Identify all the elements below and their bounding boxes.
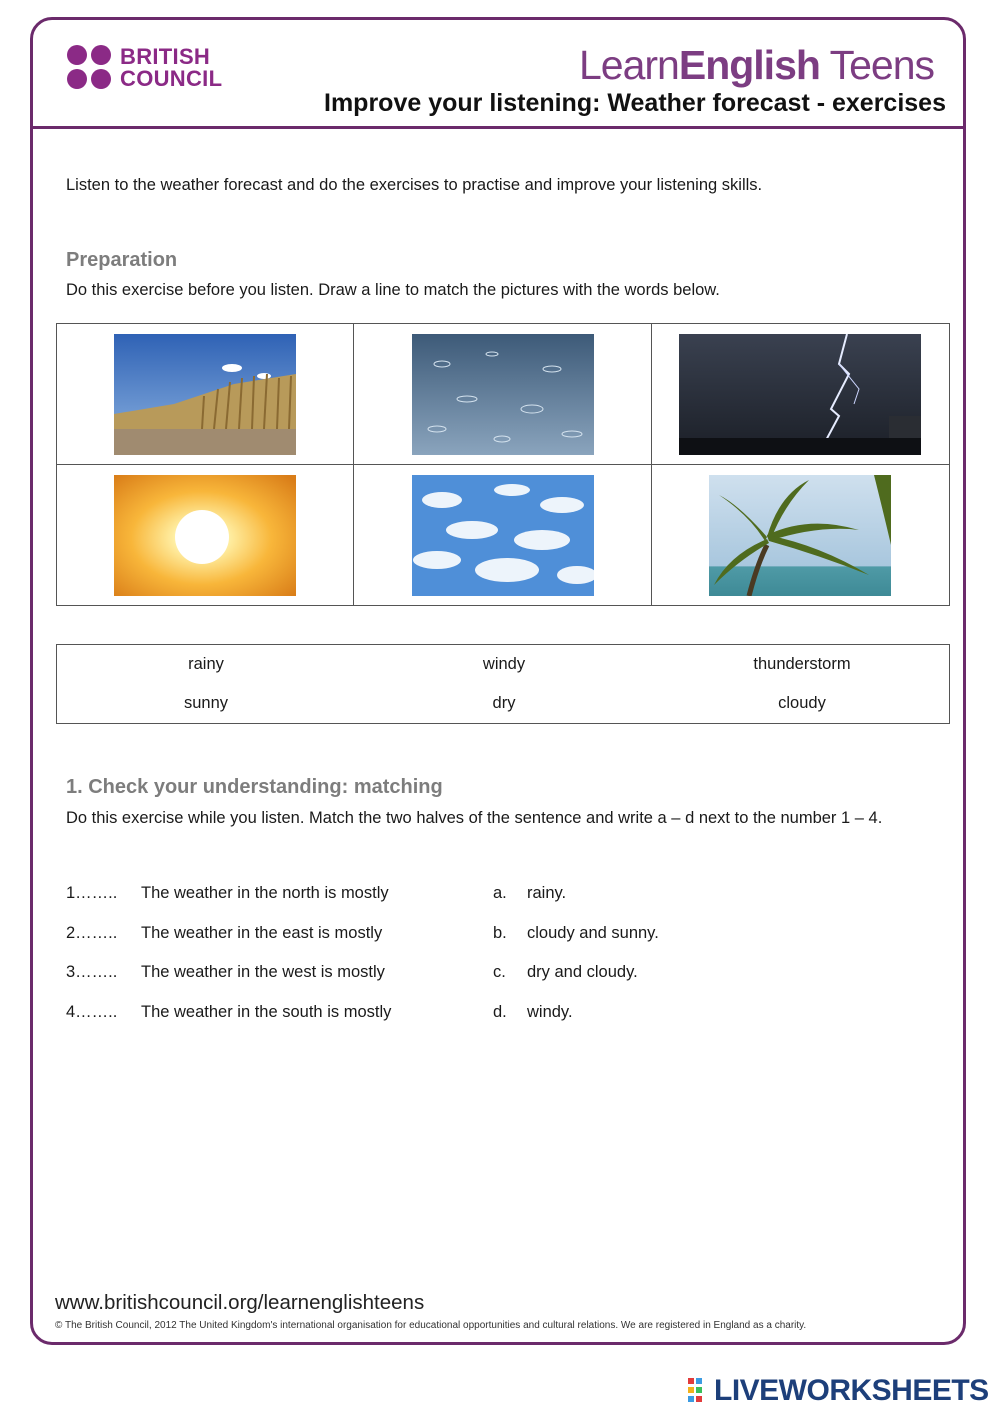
option-text: rainy. [527, 884, 567, 902]
sentence-start: The weather in the south is mostly [141, 1003, 392, 1021]
answer-blank[interactable]: 2…….. [66, 924, 118, 942]
windy-palm-picture [709, 475, 891, 596]
word-cloudy[interactable]: cloudy [778, 694, 826, 712]
word-thunderstorm[interactable]: thunderstorm [753, 655, 851, 673]
word-windy[interactable]: windy [482, 655, 526, 673]
option-text: windy. [527, 1003, 573, 1021]
rain-picture [412, 334, 594, 455]
preparation-instruction: Do this exercise before you listen. Draw a line to match the pictures with the words below. [66, 281, 720, 299]
british-council-wordmark: BRITISH COUNCIL [120, 44, 223, 91]
header-divider [30, 126, 966, 129]
liveworksheets-text: LIVEWORKSHEETS [714, 1374, 989, 1407]
sun-picture [114, 475, 296, 596]
page-title: Improve your listening: Weather forecast - exercises [324, 89, 946, 117]
picture-cell[interactable] [354, 465, 651, 606]
british-council-dots-icon [66, 44, 114, 92]
footer-url[interactable]: www.britishcouncil.org/learnenglishteens [55, 1291, 425, 1314]
option-letter: d. [493, 1003, 507, 1021]
picture-cell[interactable] [354, 324, 651, 465]
check-instruction: Do this exercise while you listen. Match the two halves of the sentence and write a – d next to the number 1 – 4. [66, 809, 883, 827]
answer-blank[interactable]: 3…….. [66, 963, 118, 981]
option-text: cloudy and sunny. [527, 924, 659, 942]
answer-blank[interactable]: 1…….. [66, 884, 118, 902]
dry-field-picture [114, 334, 296, 455]
sentence-start: The weather in the north is mostly [141, 884, 389, 902]
picture-cell[interactable] [57, 324, 354, 465]
sentence-start: The weather in the west is mostly [141, 963, 385, 981]
option-letter: b. [493, 924, 507, 942]
word-sunny[interactable]: sunny [183, 694, 229, 712]
answer-blank[interactable]: 4…….. [66, 1003, 118, 1021]
option-text: dry and cloudy. [527, 963, 638, 981]
lightning-picture [679, 334, 921, 455]
picture-grid [56, 323, 950, 606]
intro-text: Listen to the weather forecast and do the exercises to practise and improve your listening skills. [66, 176, 763, 194]
check-heading: 1. Check your understanding: matching [66, 776, 443, 798]
sentence-start: The weather in the east is mostly [141, 924, 383, 942]
liveworksheets-icon [688, 1378, 710, 1402]
word-rainy[interactable]: rainy [188, 655, 224, 673]
word-bank [56, 644, 950, 724]
footer-copyright: © The British Council, 2012 The United Kingdom's international organisation for educational opportunities and cultural relations. We are registered in England as a charity. [55, 1320, 807, 1331]
preparation-heading: Preparation [66, 249, 178, 271]
picture-cell[interactable] [651, 465, 949, 606]
option-letter: a. [493, 884, 507, 902]
clouds-picture [412, 475, 594, 596]
liveworksheets-watermark [688, 1374, 988, 1408]
picture-cell[interactable] [651, 324, 949, 465]
word-dry[interactable]: dry [492, 694, 516, 712]
option-letter: c. [493, 963, 506, 981]
picture-cell[interactable] [57, 465, 354, 606]
learnenglish-teens-logo: LearnEnglish Teens [578, 42, 934, 88]
